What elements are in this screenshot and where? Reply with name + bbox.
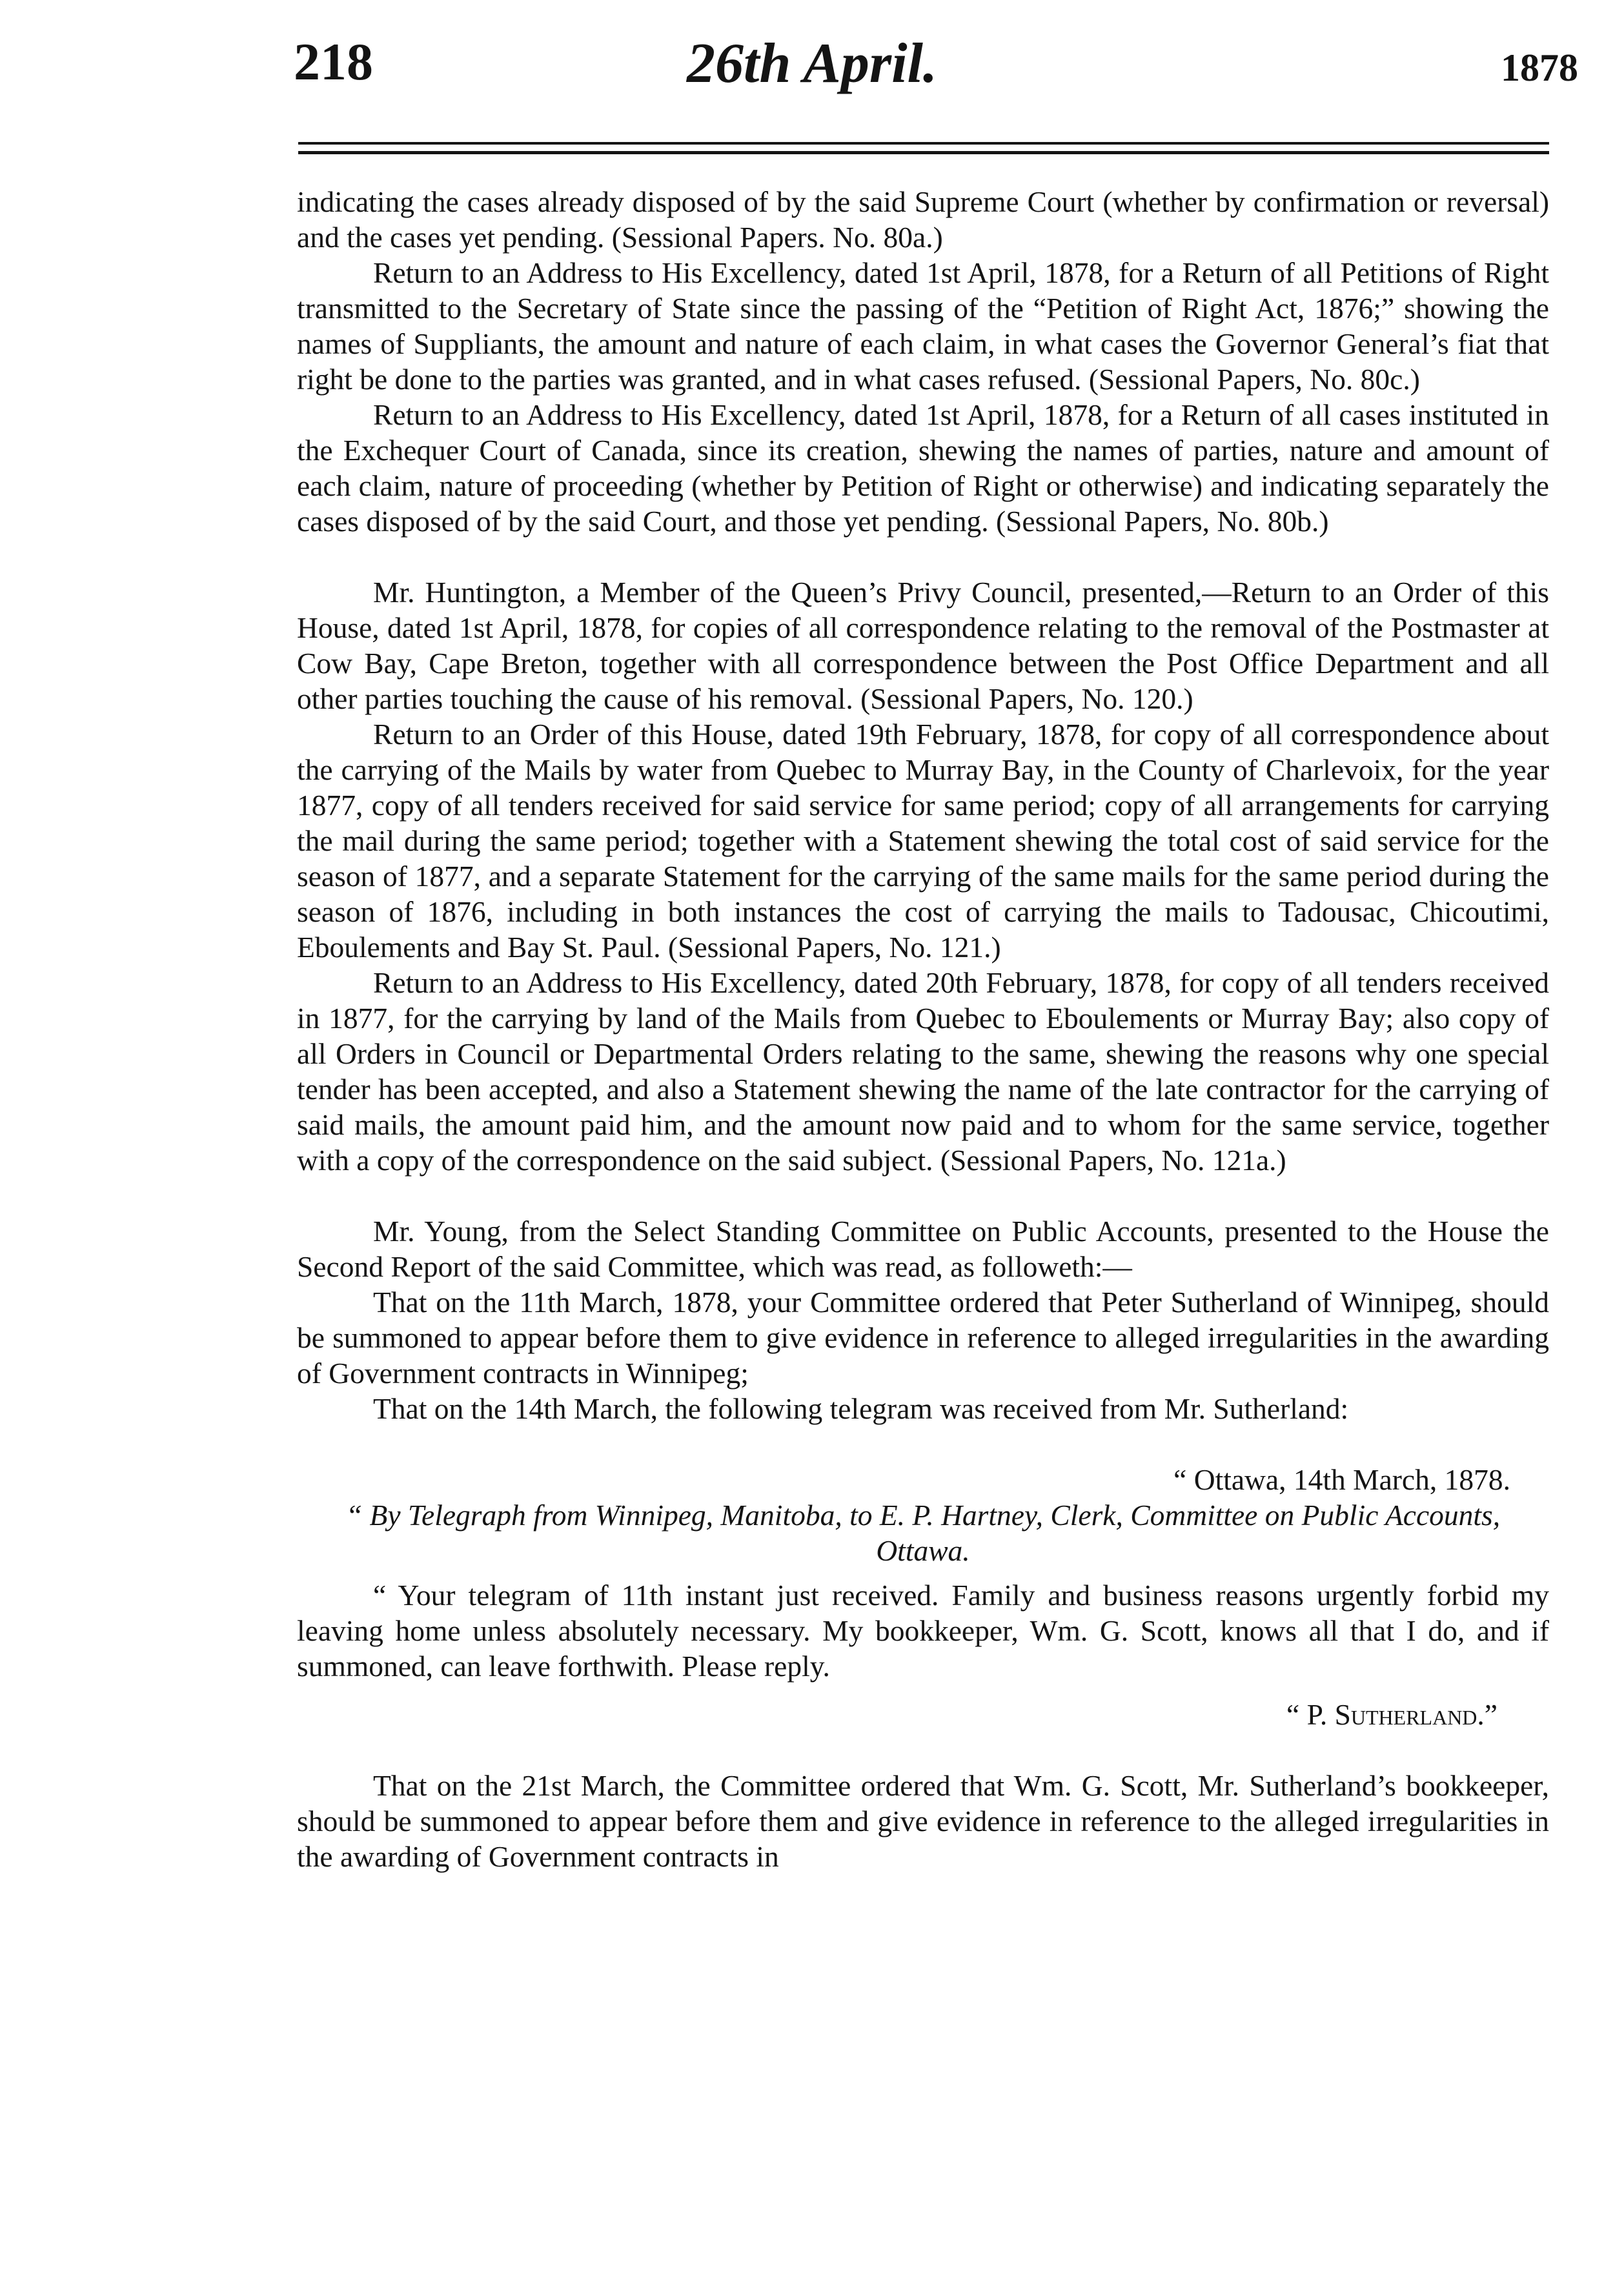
paragraph-scott-summons: That on the 21st March, the Committee ordered that Wm. G. Scott, Mr. Sutherland’s bookkeeper, should be summoned to appear before them and give evidence in reference to the alleged irregularities in the awarding of Government contracts in <box>297 1769 1549 1873</box>
running-head-date: 26th April. <box>687 32 937 95</box>
paragraph-telegram-intro: That on the 14th March, the following telegram was received from Mr. Sutherland: <box>373 1392 1349 1425</box>
journal-body <box>297 184 1549 1874</box>
paragraph-petitions-of-right-return: Return to an Address to His Excellency, dated 1st April, 1878, for a Return of all Petitions of Right transmitted to the Secretary of State since the passing of the “Petition of Right Act, 1876;” showing the names of Suppliants, the amount and nature of each claim, in what cases the Governor General’s fiat that right be done to the parties was granted, and in what cases refused. (Sessional Papers, No. 80c.) <box>297 256 1549 396</box>
telegram-message: “ Your telegram of 11th instant just received. Family and business reasons urgently forbid my leaving home unless absolutely necessary. My bookkeeper, Wm. G. Scott, knows all that I do, and if summoned, can leave forthwith. Please reply. <box>297 1579 1549 1683</box>
paragraph-huntington-presentation: Mr. Huntington, a Member of the Queen’s Privy Council, presented,—Return to an Order of this House, dated 1st April, 1878, for copies of all correspondence relating to the removal of the Postmaster at Cow Bay, Cape Breton, together with all correspondence between the Post Office Department and all other parties touching the cause of his removal. (Sessional Papers, No. 120.) <box>297 576 1549 715</box>
paragraph-mails-by-water-return: Return to an Order of this House, dated 19th February, 1878, for copy of all correspondence about the carrying of the Mails by water from Quebec to Murray Bay, in the County of Charlevoix, for the year 1877, copy of all tenders received for said service for same period; copy of all arrangements for carrying the mail during the same period; together with a Statement shewing the total cost of said service for the season of 1877, and a separate Statement for the carrying of the same mails for the same period during the season of 1876, including in both instances the cost of carrying the mails to Tadousac, Chicoutimi, Eboulements and Bay St. Paul. (Sessional Papers, No. 121.) <box>297 718 1549 964</box>
page-number: 218 <box>294 32 373 91</box>
telegram-signature: “ P. Sutherland.” <box>1286 1698 1497 1731</box>
telegram-dateline: “ Ottawa, 14th March, 1878. <box>1173 1463 1510 1496</box>
running-head-year: 1878 <box>1501 46 1578 89</box>
header-rule-thick <box>298 151 1549 154</box>
paragraph-mails-by-land-return: Return to an Address to His Excellency, dated 20th February, 1878, for copy of all tenders received in 1877, for the carrying by land of the Mails from Quebec to Eboulements or Murray Bay; also copy of all Orders in Council or Departmental Orders relating to the same, shewing the reasons why one special tender has been accepted, and also a Statement shewing the name of the late contractor for the carrying of said mails, the amount paid him, and the amount now paid and to whom for the same service, together with a copy of the correspondence on the said subject. (Sessional Papers, No. 121a.) <box>297 966 1549 1177</box>
paragraph-exchequer-court-return: Return to an Address to His Excellency, dated 1st April, 1878, for a Return of all cases instituted in the Exchequer Court of Canada, since its creation, shewing the names of parties, nature and amount of each claim, nature of proceeding (whether by Petition of Right or otherwise) and indicating separately the cases disposed of by the said Court, and those yet pending. (Sessional Papers, No. 80b.) <box>297 398 1549 538</box>
paragraph-young-report: Mr. Young, from the Select Standing Committee on Public Accounts, presented to the House the Second Report of the said Committee, which was read, as followeth:— <box>297 1215 1549 1283</box>
paragraph-sutherland-summons: That on the 11th March, 1878, your Committee ordered that Peter Sutherland of Winnipeg, should be summoned to appear before them to give evidence in reference to alleged irregularities in the awarding of Government contracts in Winnipeg; <box>297 1286 1549 1390</box>
header-rule-thin <box>298 142 1549 145</box>
paragraph-continuation: indicating the cases already disposed of by the said Supreme Court (whether by confirmation or reversal) and the cases yet pending. (Sessional Papers. No. 80a.) <box>297 185 1549 254</box>
telegram-routing: “ By Telegraph from Winnipeg, Manitoba, to E. P. Hartney, Clerk, Committee on Public Accounts, Ottawa. <box>345 1499 1501 1567</box>
